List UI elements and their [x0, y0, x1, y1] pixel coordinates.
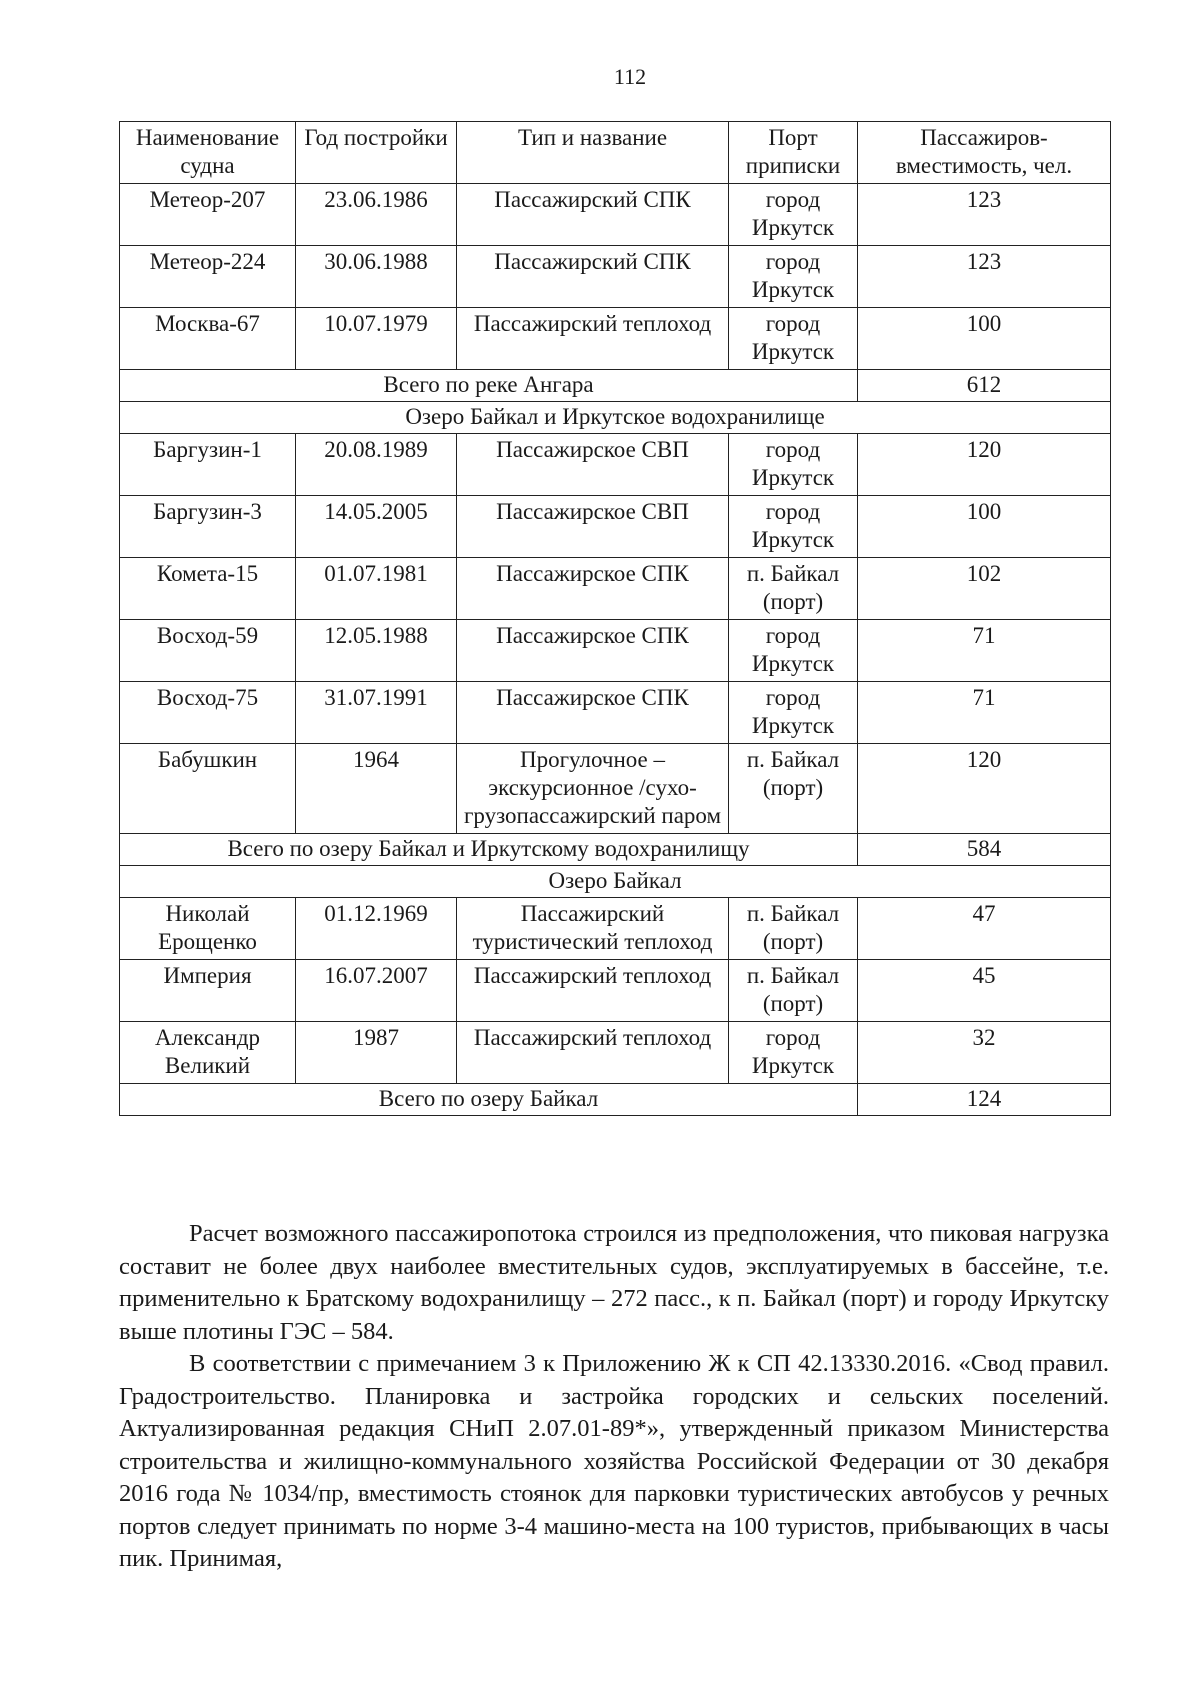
- type-cell: Пассажирский теплоход: [457, 308, 729, 370]
- vessel-name-cell: Москва-67: [120, 308, 296, 370]
- header-capacity: Пассажиров-вместимость, чел.: [858, 122, 1111, 184]
- build-year-cell: 1987: [296, 1022, 457, 1084]
- build-year-cell: 14.05.2005: [296, 496, 457, 558]
- build-year-cell: 30.06.1988: [296, 246, 457, 308]
- vessel-name-cell: Комета-15: [120, 558, 296, 620]
- type-cell: Пассажирское СПК: [457, 682, 729, 744]
- home-port-cell: город Иркутск: [729, 1022, 858, 1084]
- vessel-name-cell: Бабушкин: [120, 744, 296, 834]
- type-cell: Пассажирский СПК: [457, 184, 729, 246]
- build-year-cell: 23.06.1986: [296, 184, 457, 246]
- section-row: [120, 866, 1111, 898]
- vessel-name-cell: Баргузин-3: [120, 496, 296, 558]
- capacity-cell: 123: [858, 246, 1111, 308]
- capacity-cell: 47: [858, 898, 1111, 960]
- capacity-cell: 120: [858, 434, 1111, 496]
- build-year-cell: 01.12.1969: [296, 898, 457, 960]
- build-year-cell: 20.08.1989: [296, 434, 457, 496]
- capacity-cell: 123: [858, 184, 1111, 246]
- table-row: [120, 308, 1111, 370]
- home-port-cell: город Иркутск: [729, 682, 858, 744]
- header-type-and-name: Тип и название: [457, 122, 729, 184]
- vessel-name-cell: Империя: [120, 960, 296, 1022]
- home-port-cell: п. Байкал (порт): [729, 898, 858, 960]
- page-number: 112: [613, 64, 647, 89]
- home-port-cell: город Иркутск: [729, 184, 858, 246]
- paragraph: В соответствии с примечанием 3 к Приложению Ж к СП 42.13330.2016. «Свод правил. Градостроительство. Планировка и застройка городских и сельских поселений. Актуализированная редакция СНиП 2.07.01-89*», утвержденный приказом Министерства строительства и жилищно-коммунального хозяйства Российской Федерации от 30 декабря 2016 года № 1034/пр, вместимость стоянок для парковки туристических автобусов у речных портов следует принимать по норме 3-4 машино-места на 100 туристов, прибывающих в часы пик. Принимая,: [119, 1350, 1109, 1572]
- table-row: [120, 898, 1111, 960]
- build-year-cell: 10.07.1979: [296, 308, 457, 370]
- type-cell: Прогулочное – экскурсионное /сухо-грузопассажирский паром: [457, 744, 729, 834]
- capacity-cell: 71: [858, 682, 1111, 744]
- table-row: [120, 960, 1111, 1022]
- total-label: Всего по озеру Байкал: [120, 1084, 858, 1116]
- table-row: [120, 246, 1111, 308]
- total-row: [120, 1084, 1111, 1116]
- table-row: [120, 184, 1111, 246]
- table-row: [120, 496, 1111, 558]
- vessel-name-cell: Восход-59: [120, 620, 296, 682]
- capacity-cell: 45: [858, 960, 1111, 1022]
- total-value: 124: [858, 1084, 1111, 1116]
- vessel-name-cell: Баргузин-1: [120, 434, 296, 496]
- table-row: [120, 620, 1111, 682]
- total-label: Всего по озеру Байкал и Иркутскому водохранилищу: [120, 834, 858, 866]
- type-cell: Пассажирский теплоход: [457, 1022, 729, 1084]
- table-body: [120, 184, 1111, 1116]
- capacity-cell: 71: [858, 620, 1111, 682]
- type-cell: Пассажирский СПК: [457, 246, 729, 308]
- paragraph: Расчет возможного пассажиропотока строился из предположения, что пиковая нагрузка составит не более двух наиболее вместительных судов, эксплуатируемых в бассейне, т.е. применительно к Братскому водохранилищу – 272 пасс., к п. Байкал (порт) и городу Иркутску выше плотины ГЭС – 584.: [119, 1220, 1109, 1345]
- type-cell: Пассажирский туристический теплоход: [457, 898, 729, 960]
- total-label: Всего по реке Ангара: [120, 370, 858, 402]
- home-port-cell: город Иркутск: [729, 496, 858, 558]
- home-port-cell: город Иркутск: [729, 620, 858, 682]
- build-year-cell: 01.07.1981: [296, 558, 457, 620]
- capacity-cell: 100: [858, 308, 1111, 370]
- build-year-cell: 16.07.2007: [296, 960, 457, 1022]
- vessel-name-cell: Метеор-224: [120, 246, 296, 308]
- build-year-cell: 31.07.1991: [296, 682, 457, 744]
- total-row: [120, 834, 1111, 866]
- vessel-name-cell: Николай Ерощенко: [120, 898, 296, 960]
- vessel-name-cell: Александр Великий: [120, 1022, 296, 1084]
- capacity-cell: 120: [858, 744, 1111, 834]
- total-row: [120, 370, 1111, 402]
- type-cell: Пассажирский теплоход: [457, 960, 729, 1022]
- build-year-cell: 1964: [296, 744, 457, 834]
- table-row: [120, 558, 1111, 620]
- home-port-cell: п. Байкал (порт): [729, 744, 858, 834]
- home-port-cell: город Иркутск: [729, 434, 858, 496]
- type-cell: Пассажирское СВП: [457, 434, 729, 496]
- header-build-year: Год постройки: [296, 122, 457, 184]
- capacity-cell: 100: [858, 496, 1111, 558]
- table-row: [120, 744, 1111, 834]
- home-port-cell: город Иркутск: [729, 308, 858, 370]
- table-row: [120, 434, 1111, 496]
- home-port-cell: п. Байкал (порт): [729, 558, 858, 620]
- header-home-port: Порт приписки: [729, 122, 858, 184]
- section-title: Озеро Байкал и Иркутское водохранилище: [120, 402, 1111, 434]
- home-port-cell: город Иркутск: [729, 246, 858, 308]
- total-value: 584: [858, 834, 1111, 866]
- vessel-name-cell: Восход-75: [120, 682, 296, 744]
- vessel-table: [119, 121, 1111, 1116]
- capacity-cell: 102: [858, 558, 1111, 620]
- section-row: [120, 402, 1111, 434]
- build-year-cell: 12.05.1988: [296, 620, 457, 682]
- section-title: Озеро Байкал: [120, 866, 1111, 898]
- header-vessel-name: Наименование судна: [120, 122, 296, 184]
- table-header-row: [120, 122, 1111, 184]
- table-row: [120, 1022, 1111, 1084]
- type-cell: Пассажирское СВП: [457, 496, 729, 558]
- vessel-name-cell: Метеор-207: [120, 184, 296, 246]
- type-cell: Пассажирское СПК: [457, 558, 729, 620]
- body-text: [119, 1218, 1109, 1576]
- total-value: 612: [858, 370, 1111, 402]
- home-port-cell: п. Байкал (порт): [729, 960, 858, 1022]
- type-cell: Пассажирское СПК: [457, 620, 729, 682]
- table-row: [120, 682, 1111, 744]
- capacity-cell: 32: [858, 1022, 1111, 1084]
